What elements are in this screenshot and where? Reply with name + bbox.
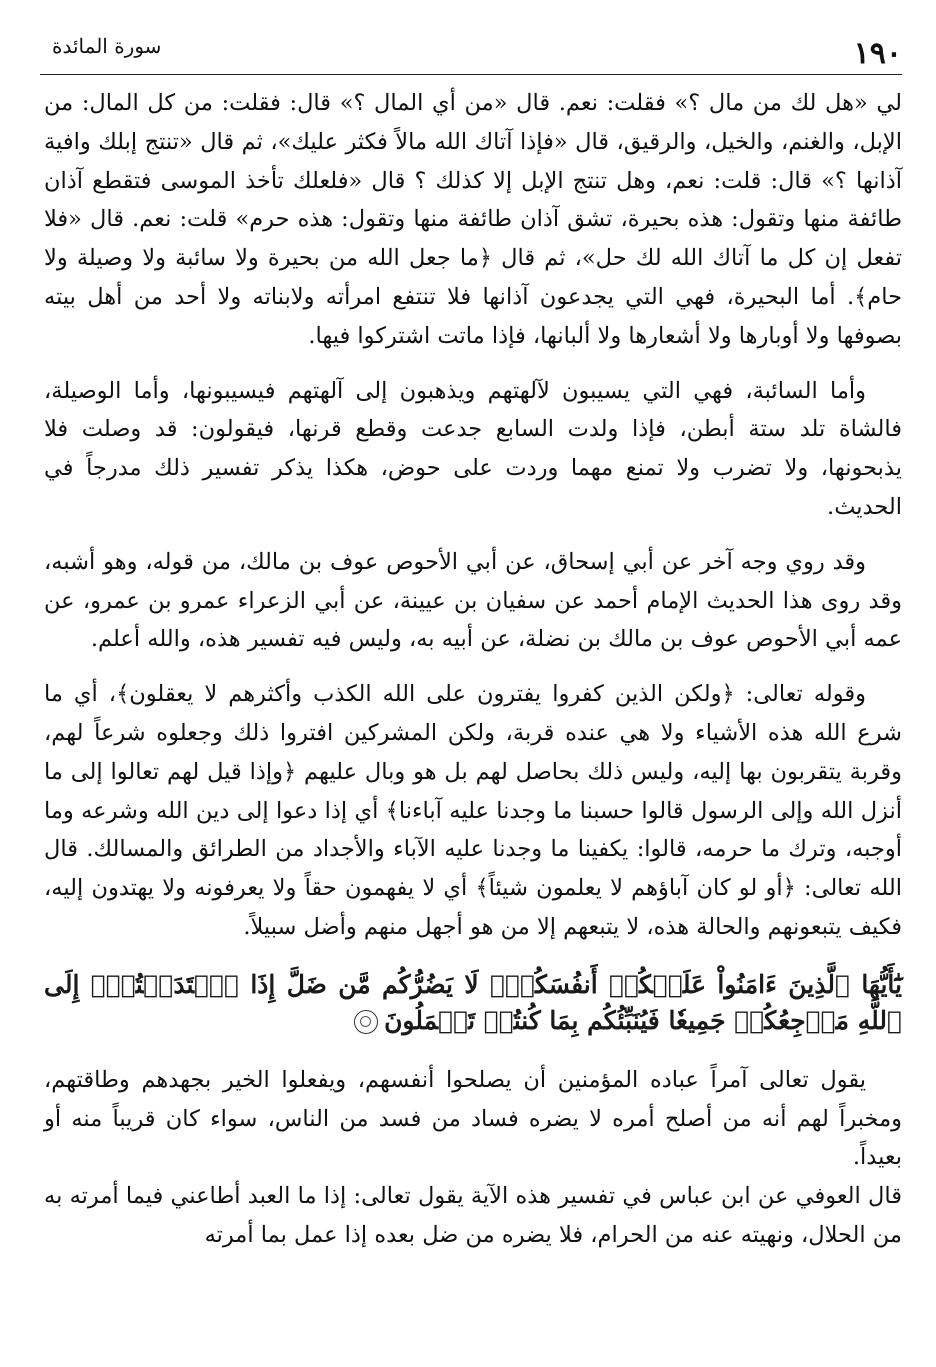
paragraph-gap: [44, 1039, 902, 1061]
page-body: [44, 84, 902, 1255]
paragraph-commentary-2: قال العوفي عن ابن عباس في تفسير هذه الآية يقول تعالى: إذا ما العبد أطاعني فيما أمرته به من الحلال، ونهيته عنه من الحرام، فلا يضره من ضل بعده إذا عمل بما أمرته: [44, 1183, 902, 1248]
paragraph-tafsir: وقوله تعالى: ﴿ولكن الذين كفروا يفترون على الله الكذب وأكثرهم لا يعقلون﴾، أي ما شرع الله هذه الأشياء ولا هي عنده قربة، ولكن المشركين افتروا ذلك وجعلوه شرعاً لهم، وقربة يتقربون بها إليه، وليس ذلك بحاصل لهم بل هو وبال عليهم ﴿وإذا قيل لهم تعالوا إلى ما أنزل الله وإلى الرسول قالوا حسبنا ما وجدنا عليه آباءنا﴾ أي إذا دعوا إلى دين الله وشرعه وما أوجبه، وترك ما حرمه، قالوا: يكفينا ما وجدنا عليه الآباء والأجداد من الطرائق والمسالك. قال الله تعالى: ﴿أو لو كان آباؤهم لا يعلمون شيئاً﴾ أي لا يفهمون حقاً ولا يعرفونه ولا يهتدون إليه، فكيف يتبعونهم والحالة هذه، لا يتبعهم إلا من هو أجهل منهم وأضل سبيلاً.: [44, 681, 902, 940]
paragraph-commentary-1: يقول تعالى آمراً عباده المؤمنين أن يصلحوا أنفسهم، ويفعلوا الخير بجهدهم وطاقتهم، ومخبراً لهم أنه من أصلح أمره لا يضره فساد من فسد من الناس، سواء كان قريباً منه أو بعيداً.: [44, 1066, 902, 1171]
header-rule: [40, 74, 902, 75]
paragraph-gap: [44, 356, 902, 372]
paragraph-saibah: وأما السائبة، فهي التي يسيبون لآلهتهم ويذهبون إلى آلهتهم فيسيبونها، وأما الوصيلة، فالشاة تلد ستة أبطن، فإذا ولدت السابع جدعت وقطع قرنها، فيقولون: قد وصلت فلا يذبحونها، ولا تضرب ولا تمنع مهما وردت على حوض، هكذا يذكر تفسير ذلك مدرجاً في الحديث.: [44, 377, 902, 520]
quran-verse: [44, 967, 902, 1039]
verse-end-marker-icon: [354, 1010, 378, 1034]
page-header: [40, 28, 902, 74]
paragraph-narration: وقد روي وجه آخر عن أبي إسحاق، عن أبي الأحوص عوف بن مالك، من قوله، وهو أشبه، وقد روى هذا الحديث الإمام أحمد عن سفيان بن عيينة، عن أبي الزعراء عمرو بن عمرو، عن عمه أبي الأحوص عوف بن مالك بن نضلة، عن أبيه به، وليس فيه تفسير هذه، والله أعلم.: [44, 548, 902, 653]
paragraph-gap: [44, 659, 902, 675]
verse-text: يَٰٓأَيُّهَا ٱلَّذِينَ ءَامَنُواْ عَلَيۡكُمۡ أَنفُسَكُمۡۖ لَا يَضُرُّكُم مَّن ضَلَّ إِذَا ٱهۡتَدَيۡتُمۡۚ إِلَى ٱللَّهِ مَرۡجِعُكُمۡ جَمِيعٗا فَيُنَبِّئُكُم بِمَا كُنتُمۡ تَعۡمَلُونَ: [44, 969, 902, 1035]
page-number: ١٩٠: [853, 36, 902, 71]
running-title: سورة المائدة: [52, 34, 162, 58]
paragraph-gap: [44, 947, 902, 961]
paragraph-gap: [44, 527, 902, 543]
paragraph-hadith-continuation: لي «هل لك من مال ؟» فقلت: نعم. قال «من أي المال ؟» قال: فقلت: من كل المال: من الإبل، والغنم، والخيل، والرقيق، قال «فإذا آتاك الله مالاً فكثر عليك»، ثم قال «تنتج إبلك وافية آذانها ؟» قال: قلت: نعم، وهل تنتج الإبل إلا كذلك ؟ قال «فلعلك تأخذ الموسى فتقطع آذان طائفة منها وتقول: هذه بحيرة، تشق آذان طائفة منها وتقول: هذه حرم» قلت: نعم. قال «فلا تفعل إن كل ما آتاك الله لك حل»، ثم قال ﴿ما جعل الله من بحيرة ولا سائبة ولا وصيلة ولا حام﴾. أما البحيرة، فهي التي يجدعون آذانها فلا تنتفع امرأته ولابناته ولا أحد من أهل بيته بصوفها ولا أوبارها ولا أشعارها ولا ألبانها، فإذا ماتت اشتركوا فيها.: [44, 90, 902, 349]
